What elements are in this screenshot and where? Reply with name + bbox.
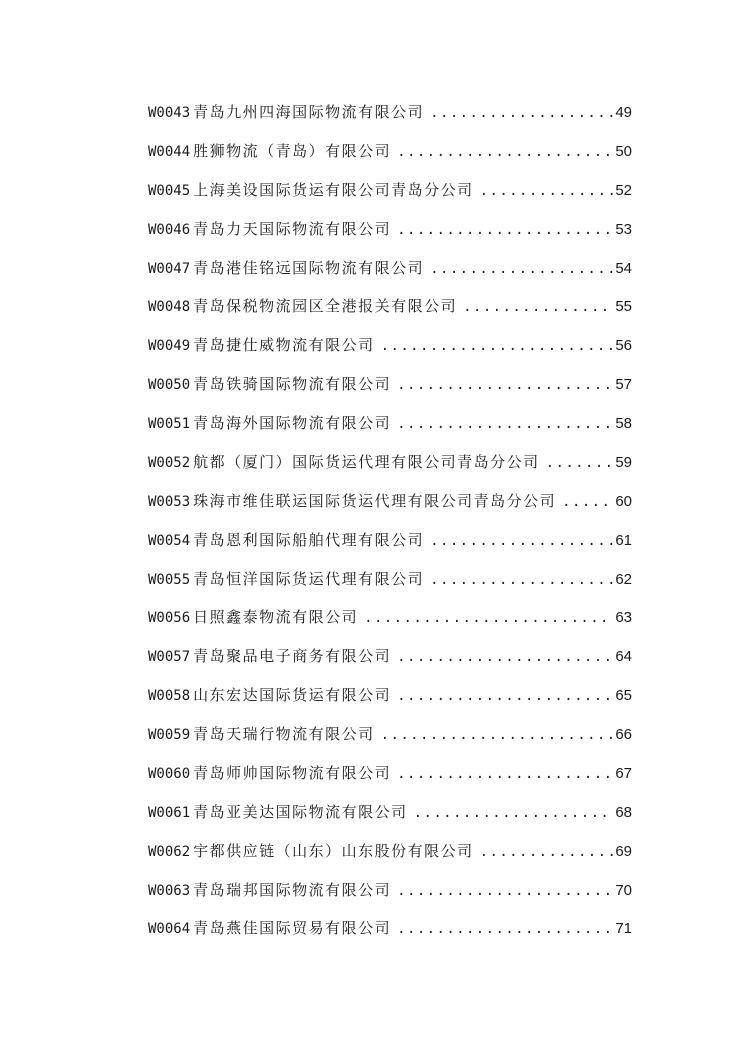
toc-dot-leader (381, 327, 614, 366)
toc-dot-leader (414, 794, 614, 833)
toc-entry[interactable] (148, 832, 632, 871)
toc-entry-title: 航都（厦门）国际货运代理有限公司青岛分公司 (193, 452, 540, 471)
toc-entry-page-number: 58 (615, 415, 632, 432)
toc-entry-title: 宇都供应链（山东）山东股份有限公司 (193, 841, 474, 860)
toc-entry-code: W0053 (148, 493, 191, 510)
toc-entry-page-number: 71 (615, 920, 632, 938)
toc-entry[interactable] (148, 171, 632, 210)
toc-entry-page-number: 56 (615, 337, 632, 355)
toc-entry[interactable] (148, 637, 632, 676)
toc-entry[interactable] (148, 909, 632, 948)
toc-entry-page-number: 49 (615, 104, 632, 121)
toc-entry[interactable] (148, 676, 632, 715)
toc-dot-leader (430, 94, 613, 133)
toc-entry-code: W0044 (148, 143, 191, 160)
toc-dot-leader (397, 872, 613, 911)
toc-entry-page-number: 68 (615, 803, 632, 821)
toc-entry-title: 青岛恒洋国际货运代理有限公司 (193, 569, 425, 588)
toc-dot-leader (430, 522, 613, 561)
toc-entry-page-number: 50 (615, 142, 632, 160)
toc-dot-leader (397, 211, 613, 250)
toc-entry-code: W0058 (148, 688, 191, 705)
toc-entry[interactable] (148, 560, 632, 599)
toc-dot-leader (397, 755, 613, 794)
toc-entry[interactable] (148, 210, 632, 249)
toc-entry-page-number: 70 (615, 881, 632, 899)
toc-entry-code: W0060 (148, 765, 191, 782)
toc-entry-code: W0047 (148, 260, 191, 277)
toc-entry-code: W0062 (148, 843, 191, 860)
toc-dot-leader (562, 483, 613, 522)
toc-dot-leader (397, 133, 613, 172)
toc-entry-code: W0052 (148, 454, 191, 471)
toc-entry[interactable] (148, 754, 632, 793)
toc-entry[interactable] (148, 521, 632, 560)
toc-entry-page-number: 66 (615, 726, 632, 743)
toc-entry-title: 青岛天瑞行物流有限公司 (193, 725, 375, 743)
toc-entry-code: W0051 (148, 416, 191, 432)
toc-entry-code: W0059 (148, 727, 191, 743)
toc-entry[interactable] (148, 871, 632, 910)
toc-entry-title: 青岛聚品电子商务有限公司 (193, 647, 392, 666)
toc-dot-leader (397, 405, 613, 444)
toc-entry-title: 青岛力天国际物流有限公司 (193, 219, 392, 238)
toc-entry-page-number: 55 (615, 298, 632, 316)
toc-entry-title: 青岛瑞邦国际物流有限公司 (193, 880, 392, 899)
toc-dot-leader (430, 250, 613, 289)
toc-entry-title: 青岛捷仕威物流有限公司 (193, 336, 375, 355)
toc-entry[interactable] (148, 326, 632, 365)
toc-dot-leader (397, 910, 613, 949)
toc-entry-code: W0046 (148, 221, 191, 238)
toc-entry-title: 青岛海外国际物流有限公司 (193, 414, 392, 432)
toc-entry-title: 珠海市维佳联运国际货运代理有限公司青岛分公司 (193, 491, 557, 510)
toc-entry-code: W0057 (148, 649, 191, 666)
toc-entry-title: 青岛燕佳国际贸易有限公司 (193, 919, 392, 938)
toc-entry-code: W0064 (148, 921, 191, 938)
toc-dot-leader (397, 366, 613, 405)
toc-dot-leader (397, 677, 613, 716)
toc-entry-code: W0061 (148, 804, 191, 821)
toc-entry-code: W0056 (148, 610, 191, 627)
toc-entry-title: 青岛铁骑国际物流有限公司 (193, 375, 392, 394)
toc-dot-leader (463, 288, 613, 327)
toc-entry-page-number: 64 (615, 648, 632, 666)
toc-entry-code: W0055 (148, 571, 191, 588)
toc-entry-page-number: 60 (615, 492, 632, 510)
toc-entry-code: W0063 (148, 882, 191, 899)
toc-entry-title: 青岛亚美达国际物流有限公司 (193, 802, 408, 821)
toc-entry-title: 青岛保税物流园区全港报关有限公司 (193, 297, 458, 316)
toc-entry[interactable] (148, 365, 632, 404)
toc-entry-title: 山东宏达国际货运有限公司 (193, 686, 392, 705)
toc-entry-page-number: 63 (615, 609, 632, 627)
toc-entry-code: W0049 (148, 338, 191, 355)
toc-dot-leader (480, 172, 614, 211)
toc-entry-title: 胜狮物流（青岛）有限公司 (193, 141, 392, 160)
toc-entry-page-number: 59 (615, 453, 632, 471)
toc-dot-leader (480, 833, 614, 872)
toc-entry-title: 青岛恩利国际船舶代理有限公司 (193, 530, 425, 549)
toc-entry-page-number: 61 (615, 531, 632, 549)
toc-dot-leader (546, 444, 614, 483)
toc-entry-title: 上海美设国际货运有限公司青岛分公司 (193, 180, 474, 199)
toc-dot-leader (430, 561, 613, 600)
toc-entry-page-number: 69 (615, 842, 632, 860)
toc-entry[interactable] (148, 482, 632, 521)
toc-entry-page-number: 53 (615, 220, 632, 238)
toc-entry-title: 青岛九州四海国际物流有限公司 (193, 103, 425, 121)
toc-entry[interactable] (148, 793, 632, 832)
toc-dot-leader (364, 599, 613, 638)
toc-entry-title: 青岛师帅国际物流有限公司 (193, 763, 392, 782)
toc-entry-page-number: 65 (615, 687, 632, 705)
toc-entry[interactable] (148, 249, 632, 288)
toc-entry-page-number: 62 (615, 570, 632, 588)
toc-entry-title: 日照鑫泰物流有限公司 (193, 608, 359, 627)
toc-dot-leader (381, 716, 614, 755)
table-of-contents (148, 93, 632, 948)
toc-entry[interactable] (148, 287, 632, 326)
toc-entry-code: W0050 (148, 377, 191, 394)
toc-entry-page-number: 52 (615, 181, 632, 199)
toc-entry-code: W0048 (148, 299, 191, 316)
toc-entry[interactable] (148, 404, 632, 443)
toc-entry[interactable] (148, 715, 632, 754)
toc-entry-page-number: 57 (615, 376, 632, 394)
toc-dot-leader (397, 638, 613, 677)
toc-entry-code: W0045 (148, 182, 191, 199)
toc-entry[interactable] (148, 598, 632, 637)
toc-entry-code: W0054 (148, 532, 191, 549)
toc-entry-page-number: 54 (615, 259, 632, 277)
toc-entry[interactable] (148, 443, 632, 482)
toc-entry-page-number: 67 (615, 764, 632, 782)
toc-entry-title: 青岛港佳铭远国际物流有限公司 (193, 258, 425, 277)
toc-entry[interactable] (148, 93, 632, 132)
toc-entry[interactable] (148, 132, 632, 171)
toc-entry-code: W0043 (148, 105, 191, 121)
